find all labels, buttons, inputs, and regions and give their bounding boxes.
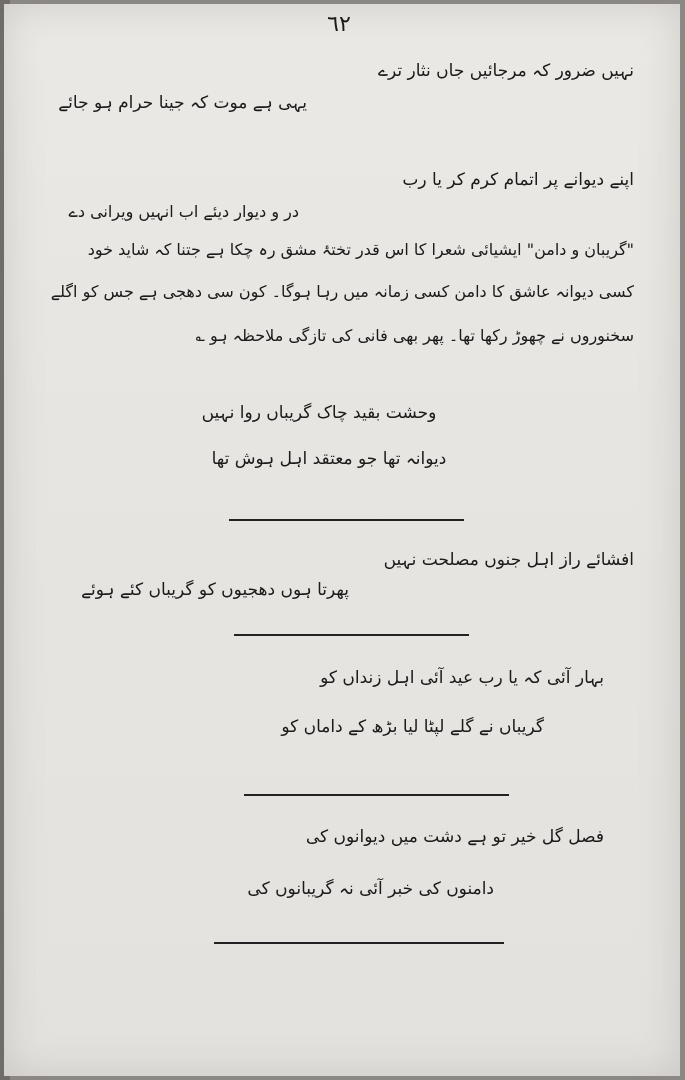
couplet2-line2: در و دیوار دیئے اب انہیں ویرانی دے xyxy=(68,202,299,221)
couplet1-line2: یہی ہے موت کہ جینا حرام ہو جائے xyxy=(58,93,307,113)
couplet2-line1: اپنے دیوانے پر اتمام کرم کر یا رب xyxy=(402,170,634,190)
couplet6-line2: دامنوں کی خبر آئی نہ گریبانوں کی xyxy=(247,879,494,899)
couplet5-line2: گریباں نے گلے لپٹا لیا بڑھ کے داماں کو xyxy=(281,717,544,737)
couplet3-line1: وحشت بقید چاک گریباں روا نہیں xyxy=(201,403,437,423)
couplet5-line1: بہار آئی کہ یا رب عید آئی اہل زنداں کو xyxy=(320,668,604,688)
book-page xyxy=(4,4,680,1076)
couplet3-line2: دیوانہ تھا جو معتقد اہل ہوش تھا xyxy=(211,449,447,469)
couplet4-line1: افشائے راز اہل جنوں مصلحت نہیں xyxy=(383,550,634,570)
couplet1-line1: نہیں ضرور کہ مرجائیں جاں نثار ترے xyxy=(378,61,634,81)
divider-2 xyxy=(234,634,469,636)
divider-1 xyxy=(229,519,464,521)
prose-line-1: "گریبان و دامن" ایشیائی شعرا کا اس قدر تختۂ مشق رہ چکا ہے جتنا کہ شاید خود xyxy=(87,240,634,259)
page-number: ٦٢ xyxy=(327,12,351,37)
divider-4 xyxy=(214,942,504,944)
couplet4-line2: پھرتا ہوں دھجیوں کو گریباں کئے ہوئے xyxy=(81,580,349,600)
divider-3 xyxy=(244,794,509,796)
prose-line-2: کسی دیوانہ عاشق کا دامن کسی زمانہ میں رہا ہوگا۔ کون سی دھجی ہے جس کو اگلے xyxy=(50,282,634,301)
prose-line-3: سخنوروں نے چھوڑ رکھا تھا۔ پھر بھی فانی کی تازگی ملاحظہ ہو ؎ xyxy=(195,326,634,345)
couplet6-line1: فصل گل خیر تو ہے دشت میں دیوانوں کی xyxy=(305,827,604,847)
